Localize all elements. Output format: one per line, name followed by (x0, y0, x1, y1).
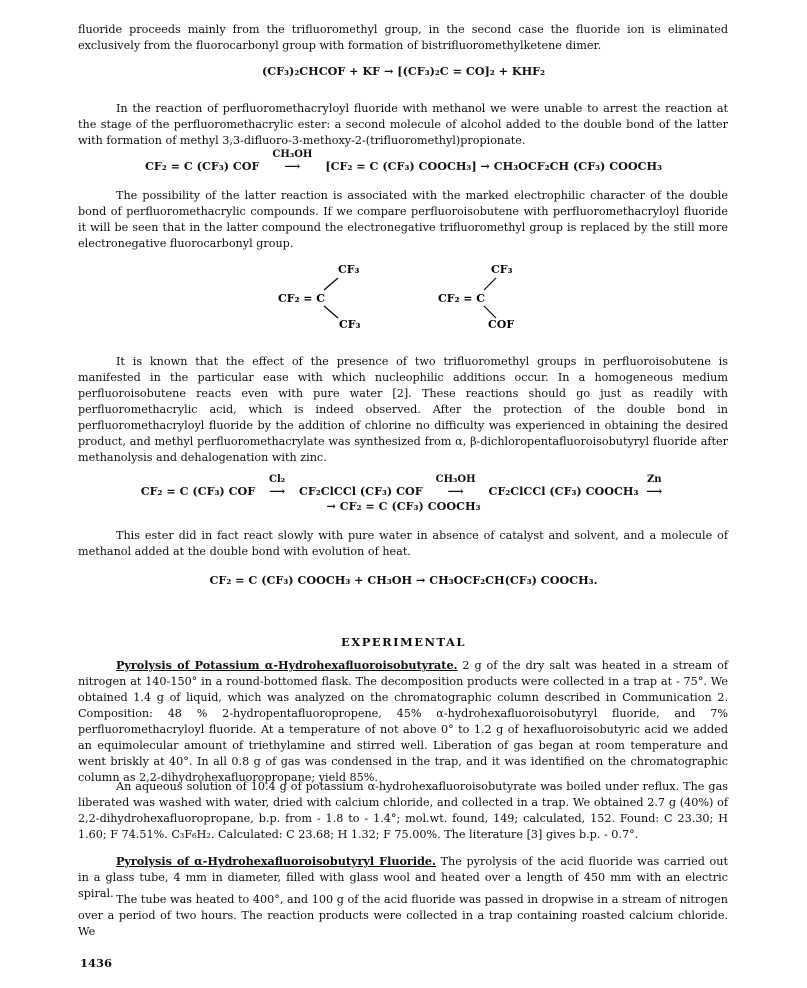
paragraph-6-body: 2 g of the dry salt was heated in a stream of nitrogen at 140-150° in a round-bottomed flask. The decomposition products were collected in a trap at - 75°. We obtained 1.4 g of liquid, which was analyzed on the chromatographic column described in Communication 2. Composition: 48 % 2-hydropentafluoropropene, 45% α-hydrohexafluoroisobutyryl fluoride, and 7% perfluoromethacryloyl fluoride. At a temperature of not above 0° to 1.2 g of hexafluoroisobutyric acid we added an equimolecular amount of triethylamine and stirred well. Liberation of gas began at room temperature and went briskly at 40°. In all 0.8 g of gas was condensed in the trap, and it was identified on the chromatographic column as 2,2-dihydrohexafluoropropane; yield 85%. (78, 659, 728, 784)
equation-4: CF₂ = C (CF₃) COOCH₃ + CH₃OH → CH₃OCF₂CH(CF₃) COOCH₃. (209, 573, 598, 587)
structure-right-base: CF₂ = C (438, 292, 486, 305)
paragraph-6 (78, 657, 728, 786)
paragraph-8-title: Pyrolysis of α-Hydrohexafluoroisobutyryl Fluoride. (116, 854, 436, 868)
paragraph-9: The tube was heated to 400°, and 100 g of the acid fluoride was passed in dropwise in a stream of nitrogen over a period of two hours. The reaction products were collected in a trap containing roasted calcium chloride. We (78, 893, 728, 938)
paragraph-6-title: Pyrolysis of Potassium α-Hydrohexafluoroisobutyrate. (116, 658, 458, 672)
equation-2-arrow (263, 149, 321, 173)
paragraph-3: The possibility of the latter reaction is associated with the marked electrophilic character of the double bond of perfluoromethacrylic compounds. If we compare perfluoroisobutene with perfluoromethacryloyl fluoride it will be seen that in the latter compound the electronegative trifluoromethyl group is replaced by the still more electronegative fluorocarbonyl group. (78, 189, 728, 250)
paragraph-4: It is known that the effect of the presence of two trifluoromethyl groups in perfluoroisobutene is manifested in the particular ease with which nucleophilic additions occur. In a homogeneous medium perfluoroisobutene reacts even with pure water [2]. These reactions should go just as readily with perfluoromethacrylic acid, which is indeed observed. After the protection of the double bond in perfluoromethacryloyl fluoride by the addition of chlorine no difficulty was experienced in obtaining the desired product, and methyl perfluoromethacrylate was synthesized from α, β-dichloropentafluoroisobutyryl fluoride after methanolysis and dehalogenation with zinc. (78, 355, 728, 464)
paragraph-5: This ester did in fact react slowly with pure water in absence of catalyst and solvent, and a molecule of methanol added at the double bond with evolution of heat. (78, 529, 728, 558)
chemical-structures (0, 262, 807, 332)
equation-2-left: CF₂ = C (CF₃) COF (144, 159, 260, 173)
section-heading-experimental: EXPERIMENTAL (341, 635, 466, 649)
bond-line (324, 306, 338, 318)
arrow-icon: ⟶ (269, 484, 286, 498)
structure-right-bottom: COF (488, 318, 515, 331)
structure-left-bottom: CF₃ (339, 318, 361, 331)
paragraph-7: An aqueous solution of 10.4 g of potassium α-hydrohexafluoroisobutyrate was boiled under reflux. The gas liberated was washed with water, dried with calcium chloride, and collected in a trap. We obtained 2.7 g (40%) of 2,2-dihydrohexafluoropropane, b.p. from - 1.8 to - 1.4°; mol.wt. found, 149; calculated, 152. Found: C 23.30; H 1.60; F 74.51%. C₃F₆H₂. Calculated: C 23.68; H 1.32; F 75.00%. The literature [3] gives b.p. - 0.7°. (78, 780, 728, 841)
structure-right-top: CF₃ (491, 263, 513, 276)
equation-3-arrow-3 (642, 474, 666, 498)
structures-svg (0, 262, 807, 332)
equation-1: (CF₃)₂CHCOF + KF → [(CF₃)₂C = CO]₂ + KHF₂ (261, 64, 546, 78)
structure-right (438, 263, 514, 331)
equation-2-reagent: CH₃OH (272, 149, 313, 160)
bond-line (324, 278, 338, 290)
paragraph-8-body: The pyrolysis of the acid fluoride was carried out in a glass tube, 4 mm in diameter, filled with glass wool and heated over a length of 450 mm with an electric spiral. (78, 855, 728, 900)
structure-left-top: CF₃ (338, 263, 360, 276)
equation-3-reagent-3: Zn (647, 474, 662, 485)
structure-left-base: CF₂ = C (278, 292, 326, 305)
equation-2-right: [CF₂ = C (CF₃) COOCH₃] → CH₃OCF₂CH (CF₃) COOCH₃ (325, 159, 663, 173)
equation-3-reagent-1: Cl₂ (269, 474, 286, 485)
equation-3-arrow-2 (427, 474, 485, 498)
arrow-icon: ⟶ (646, 484, 663, 498)
equation-2 (0, 149, 807, 173)
bond-line (484, 278, 496, 290)
arrow-icon: ⟶ (447, 484, 464, 498)
equation-3-right: CF₂ClCCl (CF₃) COOCH₃ (488, 484, 639, 498)
arrow-icon: ⟶ (284, 159, 301, 173)
equation-3 (0, 474, 807, 498)
structure-left (278, 263, 361, 331)
equation-3-reagent-2: CH₃OH (435, 474, 476, 485)
page-number: 1436 (80, 956, 113, 970)
bond-line (484, 306, 496, 318)
paragraph-1: fluoride proceeds mainly from the trifluoromethyl group, in the second case the fluoride ion is eliminated exclusively from the fluorocarbonyl group with formation of bistrifluoromethylketene dimer. (78, 23, 728, 52)
equation-3-left: CF₂ = C (CF₃) COF (140, 484, 256, 498)
equation-3-arrow-1 (259, 474, 295, 498)
equation-3-middle: CF₂ClCCl (CF₃) COF (299, 484, 423, 498)
paragraph-2: In the reaction of perfluoromethacryloyl fluoride with methanol we were unable to arrest the reaction at the stage of the perfluoromethacrylic ester: a second molecule of alcohol added to the double bond of the latter with formation of methyl 3,3-difluoro-3-methoxy-2-(trifluoromethyl)propionate. (78, 102, 728, 147)
equation-3-line-2: → CF₂ = C (CF₃) COOCH₃ (326, 499, 481, 513)
